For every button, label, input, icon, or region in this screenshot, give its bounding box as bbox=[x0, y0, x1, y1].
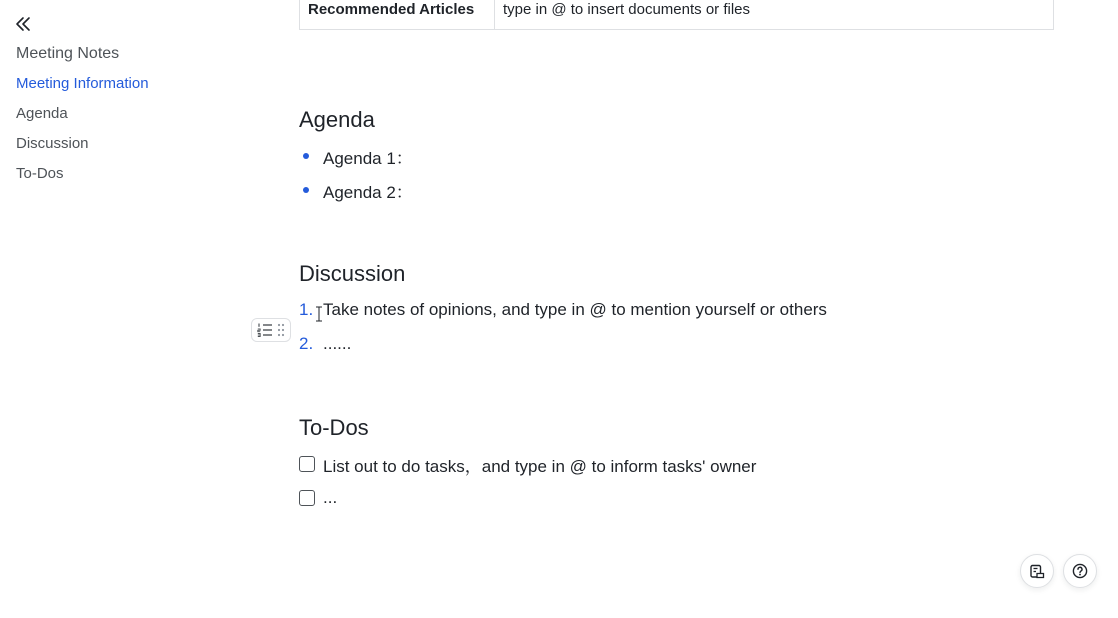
document-outline-icon bbox=[1029, 563, 1045, 579]
document-outline bbox=[16, 44, 236, 194]
outline-title[interactable]: Meeting Notes bbox=[16, 45, 120, 62]
block-handle[interactable] bbox=[251, 318, 291, 342]
todo-item-text: List out to do tasks，and type in @ to inform tasks' owner bbox=[323, 456, 757, 476]
todo-checkbox[interactable] bbox=[299, 490, 315, 506]
drag-handle-icon[interactable] bbox=[277, 323, 285, 337]
agenda-item[interactable] bbox=[299, 178, 413, 202]
outline-item-agenda[interactable]: Agenda bbox=[16, 105, 68, 122]
discussion-item-text: ...... bbox=[323, 334, 352, 353]
discussion-item[interactable] bbox=[299, 298, 827, 322]
todo-item[interactable] bbox=[299, 452, 756, 476]
agenda-item-text: Agenda 1： bbox=[323, 148, 413, 168]
table-key-text: Recommended Articles bbox=[308, 1, 475, 18]
discussion-item[interactable] bbox=[299, 332, 351, 356]
discussion-item-text: Take notes of opinions, and type in @ to mention yourself or others bbox=[323, 300, 827, 319]
list-number: 2. bbox=[299, 334, 314, 353]
help-icon bbox=[1072, 563, 1088, 579]
todo-item-text: ... bbox=[323, 488, 338, 507]
agenda-item[interactable] bbox=[299, 144, 413, 168]
double-chevron-left-icon bbox=[14, 15, 32, 33]
todo-checkbox[interactable] bbox=[299, 456, 315, 472]
agenda-item-text: Agenda 2： bbox=[323, 182, 413, 202]
discussion-heading[interactable]: Discussion bbox=[299, 261, 406, 286]
list-number: 1. bbox=[299, 300, 314, 319]
agenda-heading[interactable]: Agenda bbox=[299, 107, 375, 132]
todo-item[interactable] bbox=[299, 486, 337, 510]
table-key-cell[interactable] bbox=[300, 0, 495, 29]
bullet-icon bbox=[303, 187, 309, 193]
outline-item-to-dos[interactable]: To-Dos bbox=[16, 165, 64, 182]
text-cursor-icon bbox=[315, 306, 323, 322]
document-outline-button[interactable] bbox=[1020, 554, 1054, 588]
outline-item-discussion[interactable]: Discussion bbox=[16, 135, 89, 152]
bullet-icon bbox=[303, 153, 309, 159]
table-value-cell[interactable] bbox=[495, 0, 1053, 29]
outline-item-meeting-information[interactable]: Meeting Information bbox=[16, 75, 149, 92]
collapse-outline-button[interactable] bbox=[12, 13, 34, 35]
numbered-list-icon bbox=[257, 323, 273, 337]
to-dos-heading[interactable]: To-Dos bbox=[299, 415, 369, 440]
help-button[interactable] bbox=[1063, 554, 1097, 588]
meeting-info-table bbox=[299, 0, 1054, 30]
table-value-text: type in @ to insert documents or files bbox=[503, 1, 751, 18]
